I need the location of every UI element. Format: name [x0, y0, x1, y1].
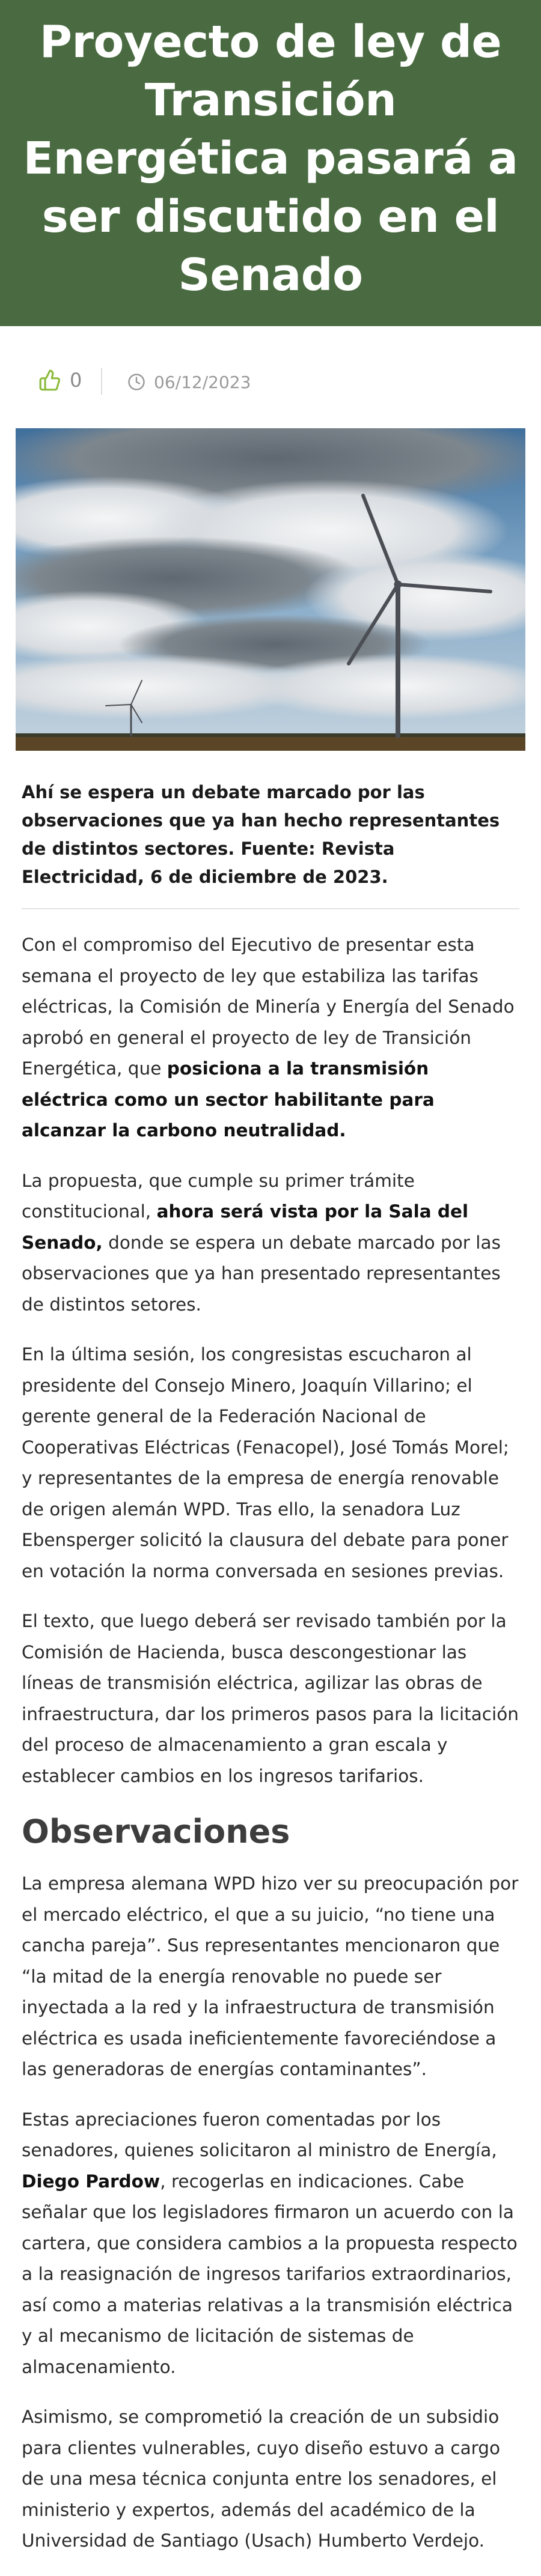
article-body [22, 778, 519, 2576]
meta-divider [101, 368, 102, 395]
like-count: 0 [70, 369, 82, 392]
hero-banner [0, 0, 541, 326]
paragraph-6: Estas apreciaciones fueron comentadas por los senadores, quienes solicitaron al ministro de Energía, Diego Pardow, recogerlas en indicaciones. Cabe señalar que los legisladores firmaron un acuerdo con la cartera, que considera cambios a la propuesta respecto a la reasignación de ingresos tarifarios extraordinarios, así como a materias relativas a la transmisión eléctrica y al mecanismo de licitación de sistemas de almacenamiento. [22, 2109, 518, 2377]
thumbs-up-icon [38, 369, 61, 392]
article-lead: Ahí se espera un debate marcado por las observaciones que ya han hecho representantes de distintos sectores. Fuente: Revista Electricidad, 6 de diciembre de 2023. [22, 782, 500, 887]
paragraph-1: Con el compromiso del Ejecutivo de presentar esta semana el proyecto de ley que estabiliza las tarifas eléctricas, la Comisión de Minería y Energía del Senado aprobó en general el proyecto de ley de Transición Energética, que posiciona a la transmisión eléctrica como un sector habilitante para alcanzar la carbono neutralidad. [22, 935, 515, 1141]
article-image [16, 428, 525, 751]
paragraph-4: El texto, que luego deberá ser revisado también por la Comisión de Hacienda, busca descongestionar las líneas de transmisión eléctrica, agilizar las obras de infraestructura, dar los primeros pasos para la licitación del proceso de almacenamiento a gran escala y establecer cambios en los ingresos tarifarios. [22, 1611, 519, 1786]
paragraph-2: La propuesta, que cumple su primer trámite constitucional, ahora será vista por la Sala del Senado, donde se espera un debate marcado por las observaciones que ya han presentado representantes de distintos setores. [22, 1170, 501, 1315]
article-meta [0, 326, 541, 428]
clock-icon [127, 373, 145, 391]
lead-divider [22, 908, 519, 909]
like-button[interactable] [38, 365, 82, 395]
section-heading: Observaciones [22, 1813, 290, 1850]
paragraph-5: La empresa alemana WPD hizo ver su preocupación por el mercado eléctrico, el que a su juicio, “no tiene una cancha pareja”. Sus representantes mencionaron que “la mitad de la energía renovable no puede ser inyectada a la red y la infraestructura de transmisión eléctrica es usada ineficientemente favoreciéndose a las generadoras de energías contaminantes”. [22, 1873, 519, 2079]
publish-date [127, 367, 251, 397]
paragraph-7: Asimismo, se comprometió la creación de un subsidio para clientes vulnerables, cuyo diseño estuvo a cargo de una mesa técnica conjunta entre los senadores, el ministerio y expertos, además del académico de la Universidad de Santiago (Usach) Humberto Verdejo. [22, 2407, 501, 2551]
paragraph-3: En la última sesión, los congresistas escucharon al presidente del Consejo Minero, Joaquín Villarino; el gerente general de la Federación Nacional de Cooperativas Eléctricas (Fenacopel), José Tomás Morel; y representantes de la empresa de energía renovable de origen alemán WPD. Tras ello, la senadora Luz Ebensperger solicitó la clausura del debate para poner en votación la norma conversada en sesiones previas. [22, 1344, 509, 1581]
article-title: Proyecto de ley de Transición Energética pasará a ser discutido en el Senado [23, 16, 518, 301]
date-text: 06/12/2023 [154, 372, 251, 392]
